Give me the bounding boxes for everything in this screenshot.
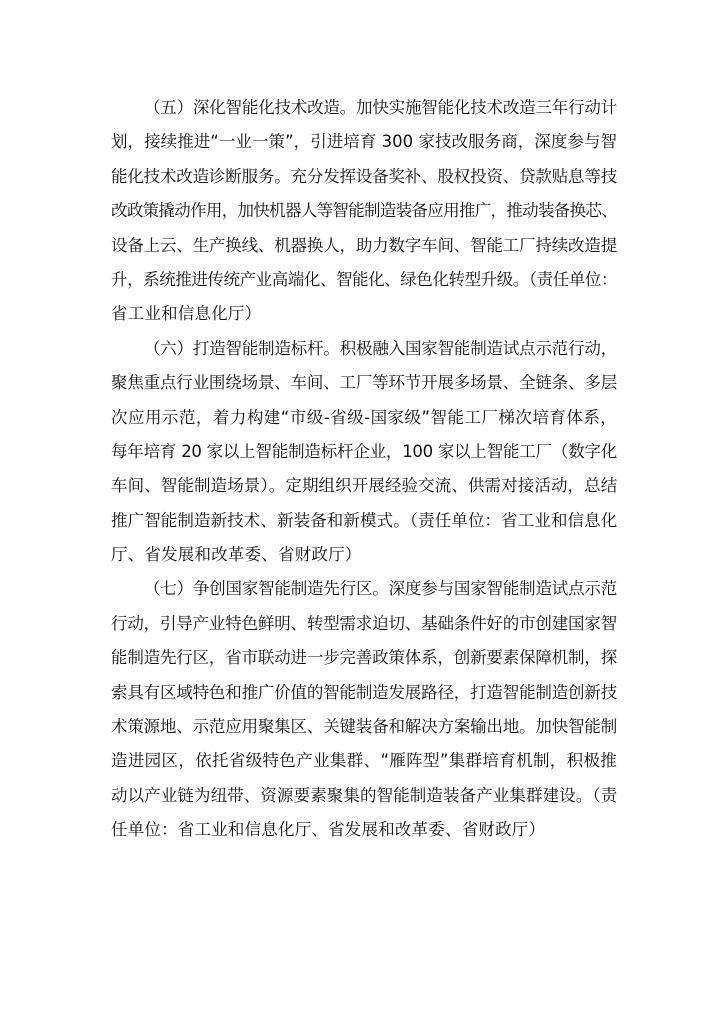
paragraph-line: 次应用示范，着力构建“市级-省级-国家级”智能工厂梯次培育体系， [111, 407, 617, 427]
paragraph-line: 能制造先行区，省市联动进一步完善政策体系，创新要素保障机制，探 [111, 648, 617, 668]
paragraph-line: 每年培育 20 家以上智能制造标杆企业，100 家以上智能工厂（数字化 [111, 441, 617, 461]
paragraph-line: 造进园区，依托省级特色产业集群、“雁阵型”集群培育机制，积极推 [111, 751, 617, 771]
paragraph-section-6 [111, 332, 617, 573]
paragraph-line: 设备上云、生产换线、机器换人，助力数字车间、智能工厂持续改造提 [111, 235, 617, 255]
paragraph-line: 省工业和信息化厅） [111, 304, 262, 324]
paragraph-line: 划，接续推进“一业一策”，引进培育 300 家技改服务商，深度参与智 [111, 132, 617, 152]
paragraph-line: （五）深化智能化技术改造。加快实施智能化技术改造三年行动计 [144, 98, 617, 117]
paragraph-line: 动以产业链为纽带、资源要素聚集的智能制造装备产业集群建设。（责 [111, 785, 618, 805]
paragraph-line: （六）打造智能制造标杆。积极融入国家智能制造试点示范行动， [144, 338, 617, 358]
paragraph-line: 改政策撬动作用，加快机器人等智能制造装备应用推广，推动装备换芯、 [111, 201, 617, 221]
paragraph-line: 车间、智能制造场景）。定期组织开展经验交流、供需对接活动，总结 [111, 476, 618, 496]
paragraph-line: 索具有区域特色和推广价值的智能制造发展路径，打造智能制造创新技 [111, 682, 617, 702]
paragraph-line: 术策源地、示范应用聚集区、关键装备和解决方案输出地。加快智能制 [111, 717, 617, 737]
paragraph-line: 推广智能制造新技术、新装备和新模式。（责任单位：省工业和信息化 [111, 510, 618, 530]
paragraph-section-7 [111, 572, 617, 847]
paragraph-line: 能化技术改造诊断服务。充分发挥设备奖补、股权投资、贷款贴息等技 [111, 166, 617, 186]
paragraph-line: 任单位：省工业和信息化厅、省发展和改革委、省财政厅） [111, 820, 546, 840]
paragraph-line: 升，系统推进传统产业高端化、智能化、绿色化转型升级。（责任单位： [111, 269, 617, 289]
paragraph-line: 行动，引导产业特色鲜明、转型需求迫切、基础条件好的市创建国家智 [111, 613, 617, 633]
paragraph-line: （七）争创国家智能制造先行区。深度参与国家智能制造试点示范 [144, 579, 617, 599]
paragraph-section-5 [111, 91, 617, 332]
document-page [111, 91, 617, 848]
paragraph-line: 聚焦重点行业围绕场景、车间、工厂等环节开展多场景、全链条、多层 [111, 373, 617, 393]
paragraph-line: 厅、省发展和改革委、省财政厅） [111, 545, 362, 565]
